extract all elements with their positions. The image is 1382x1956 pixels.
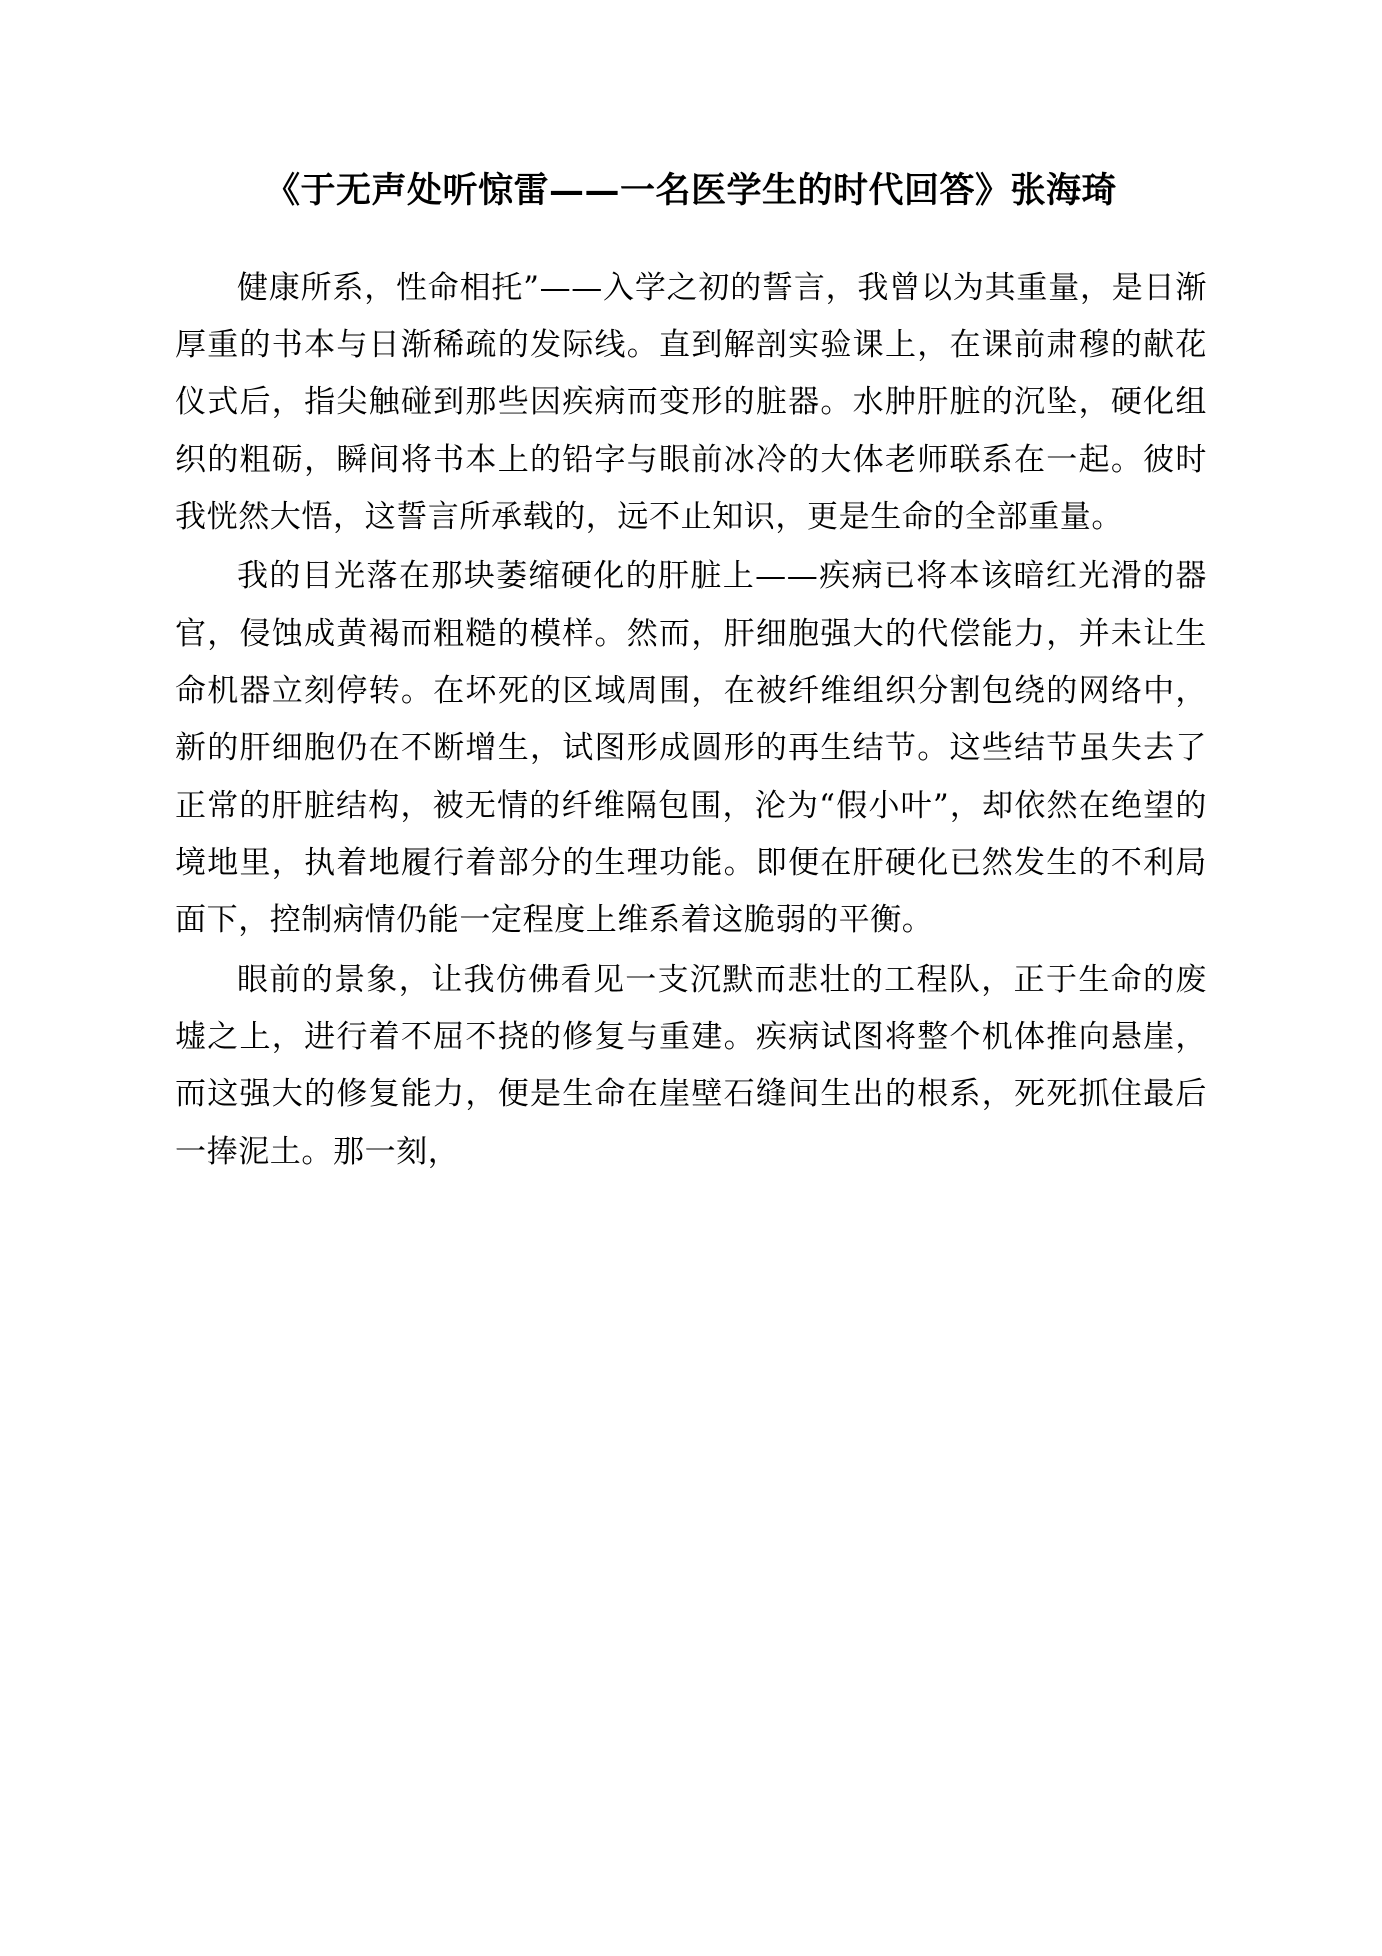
paragraph-1: 健康所系，性命相托”——入学之初的誓言，我曾以为其重量，是日渐厚重的书本与日渐稀疏的发际线。直到解剖实验课上，在课前肃穆的献花仪式后，指尖触碰到那些因疾病而变形的脏器。水肿肝脏的沉坠，硬化组织的粗砺，瞬间将书本上的铅字与眼前冰冷的大体老师联系在一起。彼时我恍然大悟，这誓言所承载的，远不止知识，更是生命的全部重量。 bbox=[175, 269, 1207, 535]
document-body bbox=[175, 260, 1207, 1182]
paragraph-3: 眼前的景象，让我仿佛看见一支沉默而悲壮的工程队，正于生命的废墟之上，进行着不屈不挠的修复与重建。疾病试图将整个机体推向悬崖，而这强大的修复能力，便是生命在崖壁石缝间生出的根系，死死抓住最后一捧泥土。那一刻， bbox=[175, 961, 1207, 1170]
paragraph-2: 我的目光落在那块萎缩硬化的肝脏上——疾病已将本该暗红光滑的器官，侵蚀成黄褐而粗糙的模样。然而，肝细胞强大的代偿能力，并未让生命机器立刻停转。在坏死的区域周围，在被纤维组织分割包绕的网络中，新的肝细胞仍在不断增生，试图形成圆形的再生结节。这些结节虽失去了正常的肝脏结构，被无情的纤维隔包围，沦为“假小叶”，却依然在绝望的境地里，执着地履行着部分的生理功能。即便在肝硬化已然发生的不利局面下，控制病情仍能一定程度上维系着这脆弱的平衡。 bbox=[175, 558, 1207, 939]
page-title: 《于无声处听惊雷——一名医学生的时代回答》张海琦 bbox=[264, 170, 1117, 211]
